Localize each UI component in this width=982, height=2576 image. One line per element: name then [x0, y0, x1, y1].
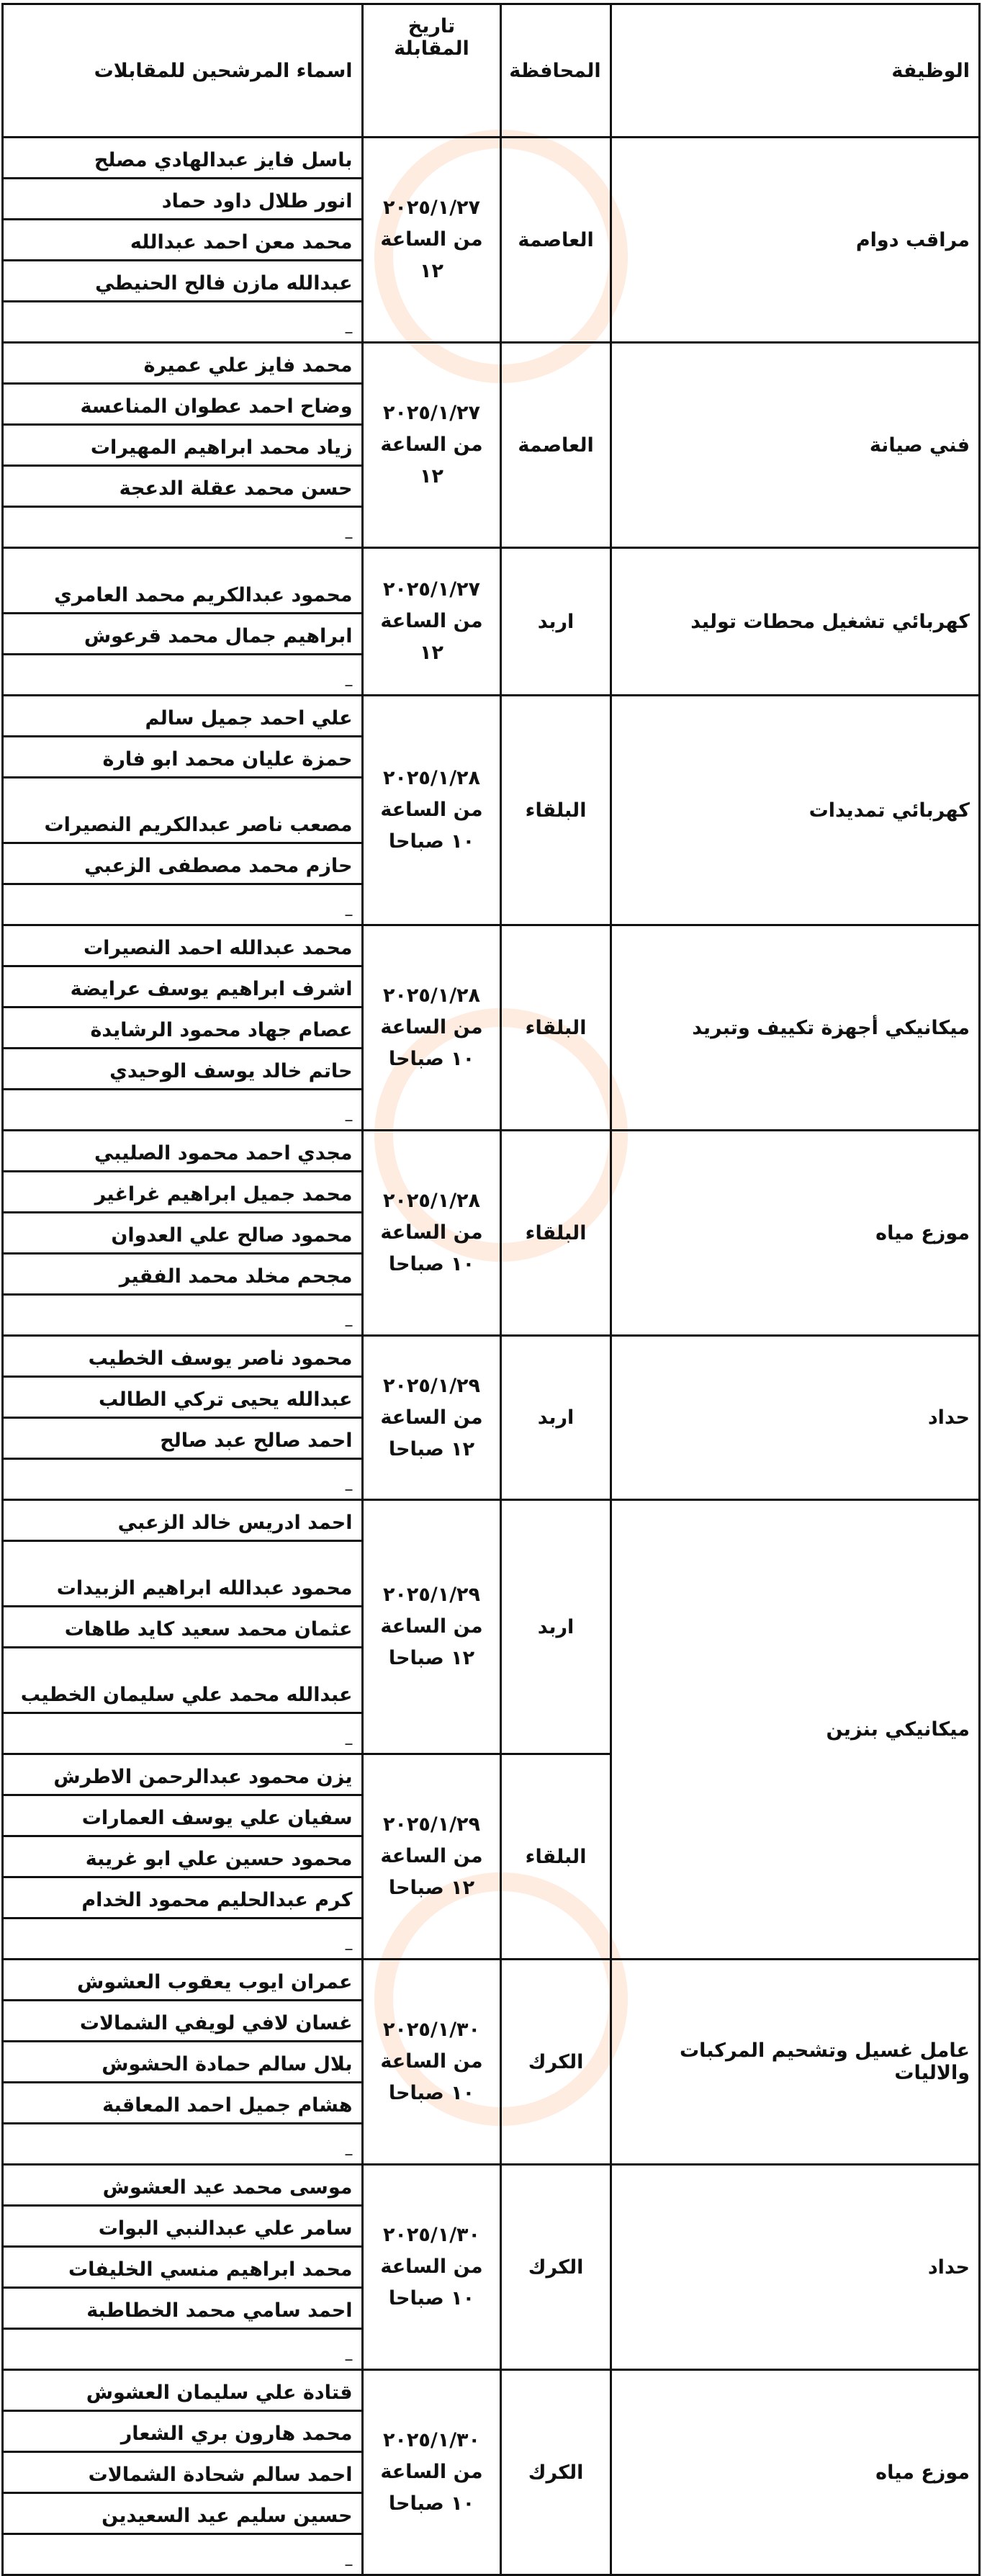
candidate-name: _ [3, 1459, 363, 1500]
candidate-name: مجحم مخلد محمد الفقير [3, 1254, 363, 1295]
candidate-name: محمد هارون بري الشعار [3, 2411, 363, 2452]
candidate-name: احمد سالم شحادة الشمالات [3, 2452, 363, 2493]
candidate-name: _ [3, 1090, 363, 1131]
candidate-name: عصام جهاد محمود الرشايدة [3, 1007, 363, 1049]
header-governorate: المحافظة [501, 4, 611, 138]
candidate-name: عمران ايوب يعقوب العشوش [3, 1960, 363, 2001]
table-row [3, 1336, 980, 1377]
candidate-name: كرم عبدالحليم محمود الخدام [3, 1877, 363, 1918]
job-cell: حداد [611, 2165, 979, 2370]
header-date: تاريخ المقابلة [362, 4, 501, 138]
candidate-name: هشام جميل احمد المعاقبة [3, 2083, 363, 2124]
candidate-name: انور طلال داود حماد [3, 179, 363, 220]
governorate-cell: الكرك [501, 2370, 611, 2575]
candidate-name: مصعب ناصر عبدالكريم النصيرات [3, 778, 363, 843]
candidate-name: حسين سليم عيد السعيدين [3, 2493, 363, 2534]
governorate-cell: البلقاء [501, 1754, 611, 1960]
candidate-name: حسن محمد عقلة الدعجة [3, 466, 363, 507]
header-job: الوظيفة [611, 4, 979, 138]
candidate-name: غسان لافي لويفي الشمالات [3, 2001, 363, 2042]
job-cell: موزع مياه [611, 2370, 979, 2575]
job-cell: موزع مياه [611, 1131, 979, 1336]
candidate-name: _ [3, 1713, 363, 1754]
governorate-cell: البلقاء [501, 696, 611, 925]
governorate-cell: اربد [501, 1336, 611, 1500]
candidate-name: احمد صالح عبد صالح [3, 1418, 363, 1459]
job-cell: كهربائي تمديدات [611, 696, 979, 925]
interview-candidates-table [1, 3, 981, 2576]
table-row [3, 2370, 980, 2411]
table-row [3, 343, 980, 384]
candidate-name: محمود عبدالله ابراهيم الزبيدات [3, 1541, 363, 1607]
candidate-name: حاتم خالد يوسف الوحيدي [3, 1049, 363, 1090]
job-cell: ميكانيكي بنزين [611, 1500, 979, 1960]
header-names: اسماء المرشحين للمقابلات [3, 4, 363, 138]
job-cell: كهربائي تشغيل محطات توليد [611, 548, 979, 696]
table-row [3, 138, 980, 179]
job-cell: حداد [611, 1336, 979, 1500]
governorate-cell: البلقاء [501, 1131, 611, 1336]
candidate-name: محمد ابراهيم منسي الخليفات [3, 2247, 363, 2288]
candidate-name: ابراهيم جمال محمد قرعوش [3, 614, 363, 655]
interview-date-cell: ٢٠٢٥/١/٣٠ من الساعة ١٠ صباحا [362, 2165, 501, 2370]
candidate-name: محمود عبدالكريم محمد العامري [3, 548, 363, 614]
interview-date-cell: ٢٠٢٥/١/٢٧ من الساعة ١٢ [362, 343, 501, 548]
job-cell: مراقب دوام [611, 138, 979, 343]
candidate-name: علي احمد جميل سالم [3, 696, 363, 737]
governorate-cell: البلقاء [501, 925, 611, 1131]
interview-date-cell: ٢٠٢٥/١/٢٨ من الساعة ١٠ صباحا [362, 696, 501, 925]
candidate-name: محمود صالح علي العدوان [3, 1213, 363, 1254]
candidate-name: _ [3, 655, 363, 696]
governorate-cell: الكرك [501, 1960, 611, 2165]
table-row [3, 696, 980, 737]
candidate-name: _ [3, 1295, 363, 1336]
interview-date-cell: ٢٠٢٥/١/٢٨ من الساعة ١٠ صباحا [362, 1131, 501, 1336]
job-cell: فني صيانة [611, 343, 979, 548]
interview-date-cell: ٢٠٢٥/١/٢٩ من الساعة ١٢ صباحا [362, 1754, 501, 1960]
candidate-name: قتادة علي سليمان العشوش [3, 2370, 363, 2411]
candidate-name: محمد فايز علي عميرة [3, 343, 363, 384]
table-row [3, 1131, 980, 1172]
candidate-name: _ [3, 302, 363, 343]
table-body [3, 138, 980, 2575]
governorate-cell: العاصمة [501, 138, 611, 343]
candidate-name: حازم محمد مصطفى الزعبي [3, 843, 363, 884]
table-row [3, 548, 980, 614]
interview-date-cell: ٢٠٢٥/١/٢٨ من الساعة ١٠ صباحا [362, 925, 501, 1131]
candidate-name: عبدالله يحيى تركي الطالب [3, 1377, 363, 1418]
candidate-name: عبدالله محمد علي سليمان الخطيب [3, 1648, 363, 1713]
interview-date-cell: ٢٠٢٥/١/٢٩ من الساعة ١٢ صباحا [362, 1336, 501, 1500]
candidate-name: باسل فايز عبدالهادي مصلح [3, 138, 363, 179]
candidate-name: زياد محمد ابراهيم المهيرات [3, 425, 363, 466]
candidate-name: _ [3, 1918, 363, 1960]
governorate-cell: الكرك [501, 2165, 611, 2370]
table-row [3, 2165, 980, 2206]
candidate-name: _ [3, 507, 363, 548]
interview-date-cell: ٢٠٢٥/١/٢٩ من الساعة ١٢ صباحا [362, 1500, 501, 1754]
job-cell: ميكانيكي أجهزة تكييف وتبريد [611, 925, 979, 1131]
governorate-cell: العاصمة [501, 343, 611, 548]
candidate-name: محمود حسين علي ابو غريبة [3, 1836, 363, 1877]
candidate-name: عبدالله مازن فالح الحنيطي [3, 261, 363, 302]
candidate-name: اشرف ابراهيم يوسف عرايضة [3, 966, 363, 1007]
candidate-name: حمزة عليان محمد ابو فارة [3, 737, 363, 778]
table-row [3, 1960, 980, 2001]
candidate-name: احمد سامي محمد الخطاطبة [3, 2288, 363, 2329]
candidate-name: بلال سالم حمادة الحشوش [3, 2042, 363, 2083]
header-row [3, 4, 980, 138]
candidate-name: _ [3, 884, 363, 925]
candidate-name: محمد معن احمد عبدالله [3, 220, 363, 261]
interview-date-cell: ٢٠٢٥/١/٢٧ من الساعة ١٢ [362, 138, 501, 343]
candidate-name: محمد عبدالله احمد النصيرات [3, 925, 363, 966]
table-row [3, 925, 980, 966]
job-cell: عامل غسيل وتشحيم المركبات والاليات [611, 1960, 979, 2165]
interview-date-cell: ٢٠٢٥/١/٣٠ من الساعة ١٠ صباحا [362, 1960, 501, 2165]
candidate-name: محمد جميل ابراهيم غراغير [3, 1172, 363, 1213]
governorate-cell: اربد [501, 548, 611, 696]
candidate-name: محمود ناصر يوسف الخطيب [3, 1336, 363, 1377]
candidate-name: سفيان علي يوسف العمارات [3, 1795, 363, 1836]
candidate-name: _ [3, 2329, 363, 2370]
candidate-name: مجدي احمد محمود الصليبي [3, 1131, 363, 1172]
candidate-name: _ [3, 2124, 363, 2165]
interview-date-cell: ٢٠٢٥/١/٢٧ من الساعة ١٢ [362, 548, 501, 696]
candidate-name: _ [3, 2534, 363, 2575]
table-row [3, 1500, 980, 1541]
candidate-name: احمد ادريس خالد الزعبي [3, 1500, 363, 1541]
interview-date-cell: ٢٠٢٥/١/٣٠ من الساعة ١٠ صباحا [362, 2370, 501, 2575]
candidate-name: سامر علي عبدالنبي البوات [3, 2206, 363, 2247]
candidate-name: يزن محمود عبدالرحمن الاطرش [3, 1754, 363, 1795]
governorate-cell: اربد [501, 1500, 611, 1754]
candidate-name: وضاح احمد عطوان المناعسة [3, 384, 363, 425]
candidate-name: موسى محمد عيد العشوش [3, 2165, 363, 2206]
candidate-name: عثمان محمد سعيد كايد طاهات [3, 1607, 363, 1648]
